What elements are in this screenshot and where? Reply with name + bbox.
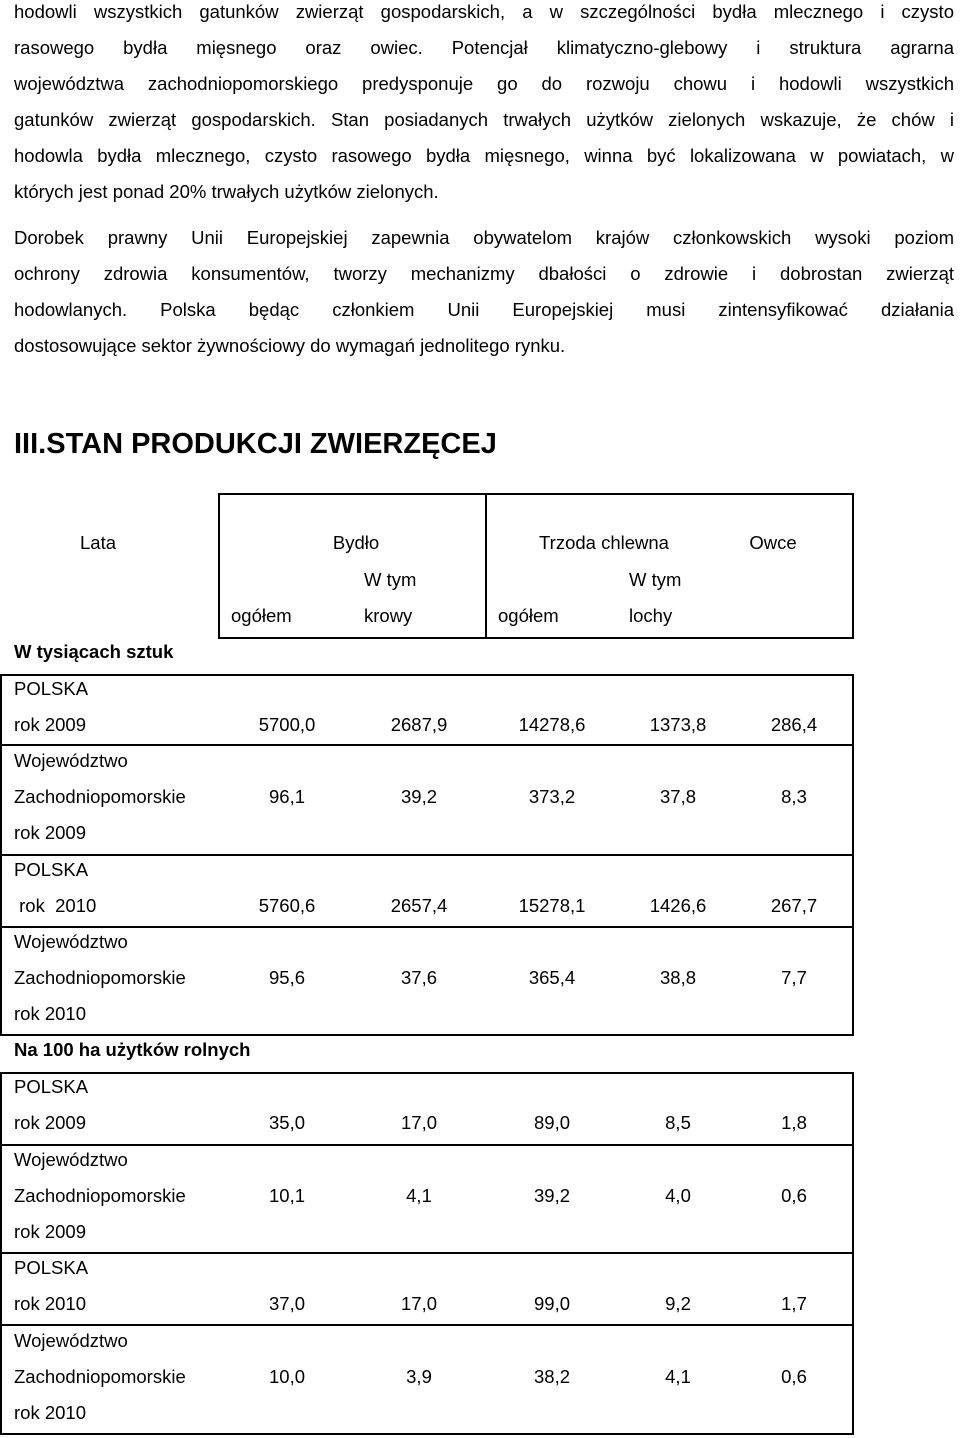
cell-value: 35,0 xyxy=(268,1112,306,1133)
paragraph-line: hodowli wszystkich gatunków zwierząt gospodarskich, a w szczególności bydła mlecznego i czysto xyxy=(14,1,954,22)
cell-value: 1,8 xyxy=(781,1112,807,1133)
cell-value: 4,0 xyxy=(665,1185,691,1206)
cell-value: 8,5 xyxy=(665,1112,691,1133)
paragraph-line: ochrony zdrowia konsumentów, tworzy mechanizmy dbałości o zdrowie i dobrostan zwierząt xyxy=(14,263,954,284)
table-rule xyxy=(852,493,854,639)
paragraph-line: województwa zachodniopomorskiego predysponuje go do rozwoju chowu i hodowli wszystkich xyxy=(14,73,954,94)
paragraph-line: Dorobek prawny Unii Europejskiej zapewnia obywatelom krajów członkowskich wysoki poziom xyxy=(14,227,954,248)
header-trzoda: Trzoda chlewna xyxy=(539,532,669,553)
paragraph-line: rasowego bydła mięsnego oraz owiec. Potencjał klimatyczno-glebowy i struktura agrarna xyxy=(14,37,954,58)
row-label: rok 2010 xyxy=(14,895,97,916)
table-rule xyxy=(0,1144,854,1146)
cell-value: 2687,9 xyxy=(390,714,448,735)
cell-value: 37,0 xyxy=(268,1293,306,1314)
cell-value: 10,1 xyxy=(268,1185,306,1206)
cell-value: 89,0 xyxy=(533,1112,571,1133)
header-w-tym-krowy: W tym xyxy=(364,569,417,590)
section-label-units: W tysiącach sztuk xyxy=(14,641,174,662)
cell-value: 37,8 xyxy=(659,786,697,807)
cell-value: 4,1 xyxy=(406,1185,432,1206)
table-rule xyxy=(0,1072,2,1435)
row-label: rok 2009 xyxy=(14,822,86,843)
cell-value: 8,3 xyxy=(781,786,807,807)
row-label: rok 2010 xyxy=(14,1003,86,1024)
header-lochy: lochy xyxy=(629,605,673,626)
cell-value: 39,2 xyxy=(533,1185,571,1206)
table-rule xyxy=(218,637,854,639)
header-bydlo: Bydło xyxy=(332,532,380,553)
cell-value: 1426,6 xyxy=(649,895,707,916)
cell-value: 17,0 xyxy=(400,1112,438,1133)
cell-value: 4,1 xyxy=(665,1366,691,1387)
paragraph-line: hodowlanych. Polska będąc członkiem Unii Europejskiej musi zintensyfikować działania xyxy=(14,299,954,320)
cell-value: 5700,0 xyxy=(258,714,316,735)
row-label: rok 2009 xyxy=(14,714,86,735)
row-label: Województwo xyxy=(14,1330,128,1351)
paragraph-line: hodowla bydła mlecznego, czysto rasowego bydła mięsnego, winna być lokalizowana w powiatach, w xyxy=(14,145,954,166)
cell-value: 373,2 xyxy=(528,786,576,807)
row-label: rok 2010 xyxy=(14,1402,86,1423)
cell-value: 95,6 xyxy=(268,967,306,988)
table-rule xyxy=(0,744,854,746)
row-label: Zachodniopomorskie xyxy=(14,1366,186,1387)
header-ogolem-trzoda: ogółem xyxy=(498,605,559,626)
row-label: Zachodniopomorskie xyxy=(14,967,186,988)
paragraph-line: dostosowujące sektor żywnościowy do wymagań jednolitego rynku. xyxy=(14,335,566,356)
header-lata: Lata xyxy=(79,532,117,553)
cell-value: 39,2 xyxy=(400,786,438,807)
table-rule xyxy=(0,926,854,928)
section-heading: III.STAN PRODUKCJI ZWIERZĘCEJ xyxy=(14,428,497,460)
cell-value: 0,6 xyxy=(781,1185,807,1206)
cell-value: 9,2 xyxy=(665,1293,691,1314)
table-rule xyxy=(0,1072,854,1074)
row-label: Województwo xyxy=(14,750,128,771)
paragraph-line: gatunków zwierząt gospodarskich. Stan posiadanych trwałych użytków zielonych wskazuje, że chów i xyxy=(14,109,954,130)
table-rule xyxy=(218,493,220,639)
row-label: POLSKA xyxy=(14,859,89,880)
header-ogolem-bydlo: ogółem xyxy=(231,605,292,626)
cell-value: 7,7 xyxy=(781,967,807,988)
row-label: Województwo xyxy=(14,931,128,952)
cell-value: 38,8 xyxy=(659,967,697,988)
section-label-per-ha: Na 100 ha użytków rolnych xyxy=(14,1039,251,1060)
cell-value: 2657,4 xyxy=(390,895,448,916)
cell-value: 37,6 xyxy=(400,967,438,988)
cell-value: 38,2 xyxy=(533,1366,571,1387)
paragraph-line: których jest ponad 20% trwałych użytków zielonych. xyxy=(14,181,439,202)
cell-value: 17,0 xyxy=(400,1293,438,1314)
row-label: rok 2009 xyxy=(14,1112,86,1133)
row-label: Województwo xyxy=(14,1149,128,1170)
table-rule xyxy=(0,1034,854,1036)
cell-value: 15278,1 xyxy=(518,895,586,916)
cell-value: 99,0 xyxy=(533,1293,571,1314)
cell-value: 96,1 xyxy=(268,786,306,807)
table-rule xyxy=(852,1072,854,1435)
cell-value: 0,6 xyxy=(781,1366,807,1387)
table-rule xyxy=(0,1324,854,1326)
cell-value: 1,7 xyxy=(781,1293,807,1314)
cell-value: 267,7 xyxy=(770,895,818,916)
table-rule xyxy=(0,1252,854,1254)
header-owce: Owce xyxy=(749,532,797,553)
cell-value: 10,0 xyxy=(268,1366,306,1387)
table-rule xyxy=(0,674,854,676)
table-rule xyxy=(485,493,487,639)
cell-value: 5760,6 xyxy=(258,895,316,916)
cell-value: 365,4 xyxy=(528,967,576,988)
table-rule xyxy=(0,674,2,1036)
cell-value: 286,4 xyxy=(770,714,818,735)
table-rule xyxy=(218,493,854,495)
row-label: POLSKA xyxy=(14,1076,89,1097)
cell-value: 3,9 xyxy=(406,1366,432,1387)
table-rule xyxy=(852,674,854,1036)
cell-value: 14278,6 xyxy=(518,714,586,735)
row-label: rok 2009 xyxy=(14,1221,86,1242)
row-label: rok 2010 xyxy=(14,1293,86,1314)
cell-value: 1373,8 xyxy=(649,714,707,735)
table-rule xyxy=(0,1433,854,1435)
row-label: POLSKA xyxy=(14,1257,89,1278)
header-krowy: krowy xyxy=(364,605,413,626)
header-w-tym-lochy: W tym xyxy=(629,569,682,590)
table-rule xyxy=(0,854,854,856)
row-label: POLSKA xyxy=(14,678,89,699)
row-label: Zachodniopomorskie xyxy=(14,1185,186,1206)
row-label: Zachodniopomorskie xyxy=(14,786,186,807)
